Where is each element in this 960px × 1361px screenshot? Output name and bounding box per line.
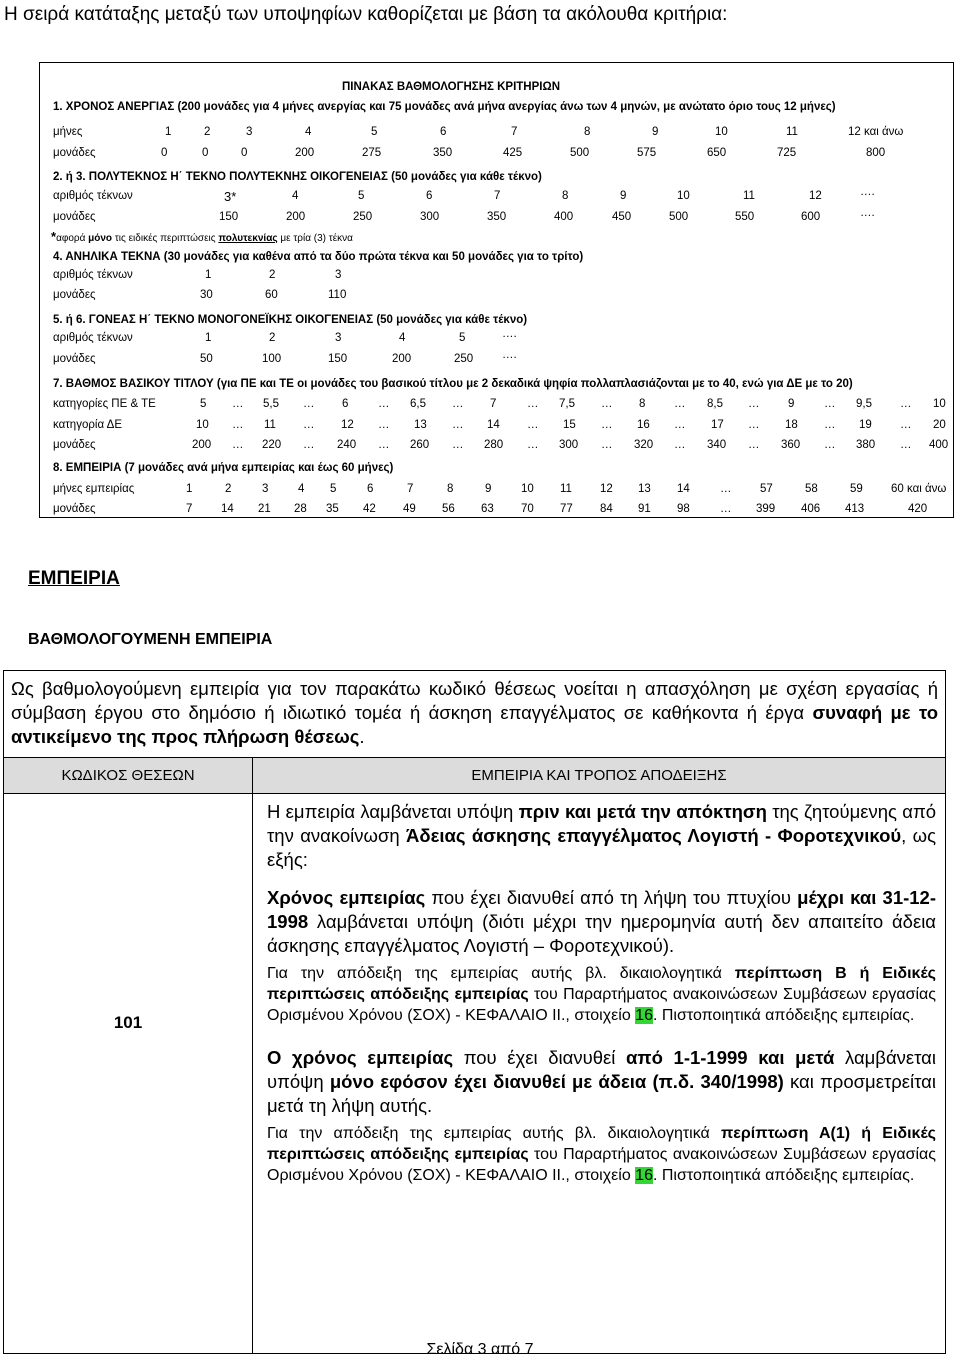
section-title: ΕΜΠΕΙΡΙΑ	[28, 568, 120, 589]
s7-r1-cell: 5,5	[263, 398, 279, 410]
scoring-title: ΠΙΝΑΚΑΣ ΒΑΘΜΟΛΟΓΗΣΗΣ ΚΡΙΤΗΡΙΩΝ	[342, 81, 560, 93]
s8-r2-cell: 28	[294, 503, 307, 515]
s8-r1-cell: 14	[677, 483, 690, 495]
s8-r2-cell: 7	[186, 503, 193, 515]
s8-r1-cell: 2	[225, 483, 232, 495]
s8-row1-label: μήνες εμπειρίας	[53, 483, 135, 495]
paragraph-proof-1	[267, 963, 936, 1026]
s7-r3-cell: 240	[337, 439, 357, 451]
text-run: λαμβάνεται υπόψη (διότι μέχρι την ημερομηνία αυτή δεν απαιτείτο άδεια άσκησης επαγγέλματος Λογιστή – Φοροτεχνικού).	[267, 911, 936, 956]
s8-r1-cell: 12	[600, 483, 613, 495]
s7-r3-cell: …	[601, 439, 613, 451]
s7-row1-label: κατηγορίες ΠΕ & ΤΕ	[53, 398, 156, 410]
s7-r3-cell: 400	[929, 439, 949, 451]
s7-r2-cell: …	[748, 419, 760, 431]
s5-r1-cell: 1	[205, 332, 212, 344]
s1-r1-cell: 7	[511, 126, 518, 138]
note-part: αφορά	[56, 233, 89, 244]
col-header-code: ΚΩΔΙΚΟΣ ΘΕΣΕΩΝ	[3, 758, 253, 794]
s1-r1-cell: 12 και άνω	[848, 126, 904, 138]
note-star: *	[51, 229, 57, 244]
text-run: Άδειας άσκησης επαγγέλματος Λογιστή - Φοροτεχνικού	[406, 825, 902, 846]
s8-row2-label: μονάδες	[53, 503, 96, 515]
s7-row2-label: κατηγορία ΔΕ	[53, 419, 122, 431]
s8-r2-cell: 42	[363, 503, 376, 515]
s7-r3-cell: …	[232, 439, 244, 451]
s7-r2-cell: …	[601, 419, 613, 431]
s8-r1-cell: 13	[638, 483, 651, 495]
s1-r1-cell: 1	[165, 126, 172, 138]
s7-r2-cell: …	[900, 419, 912, 431]
s7-r2-cell: …	[232, 419, 244, 431]
s7-r3-cell: 320	[634, 439, 654, 451]
s8-r1-cell: 59	[850, 483, 863, 495]
s7-r3-cell: 380	[856, 439, 876, 451]
scoring-table	[39, 62, 954, 518]
s8-r2-cell: 21	[258, 503, 271, 515]
s7-r1-cell: 6	[342, 398, 349, 410]
s8-r1-cell: 4	[298, 483, 305, 495]
s2-r1-cell: 7	[494, 190, 501, 202]
s4-row1-label: αριθμός τέκνων	[53, 269, 133, 281]
s8-r2-cell: 399	[756, 503, 776, 515]
s4-r1-cell: 3	[335, 269, 342, 281]
s1-r1-cell: 9	[652, 126, 659, 138]
s7-r3-cell: …	[824, 439, 836, 451]
paragraph-proof-2	[267, 1123, 936, 1186]
s8-r2-cell: 77	[560, 503, 573, 515]
s8-r1-cell: 1	[186, 483, 193, 495]
intro-text: Η σειρά κατάταξης μεταξύ των υποψηφίων καθορίζεται με βάση τα ακόλουθα κριτήρια:	[4, 4, 728, 25]
s2-r1-cell: 6	[426, 190, 433, 202]
s7-r1-cell: …	[601, 398, 613, 410]
s7-r1-cell: 7,5	[559, 398, 575, 410]
paragraph-intro	[267, 800, 936, 872]
s8-r2-cell: 63	[481, 503, 494, 515]
s4-heading: 4. ΑΝΗΛΙΚΑ ΤΕΚΝΑ (30 μονάδες για καθένα από τα δύο πρώτα τέκνα και 50 μονάδες για το τρίτο)	[53, 251, 584, 263]
s2-r2-cell: 250	[353, 211, 373, 223]
s1-r2-cell: 425	[503, 147, 523, 159]
s2-r2-cell: 300	[420, 211, 440, 223]
s7-r2-cell: …	[824, 419, 836, 431]
text-run: Ο χρόνος εμπειρίας	[267, 1047, 454, 1068]
s2-r2-cell: 350	[487, 211, 507, 223]
text-run: Χρόνος εμπειρίας	[267, 887, 426, 908]
text-run: . Πιστοποιητικά απόδειξης εμπειρίας.	[652, 1007, 915, 1024]
s7-r1-cell: 9,5	[856, 398, 872, 410]
s1-r1-cell: 3	[246, 126, 253, 138]
s2-r1-cell: 4	[292, 190, 299, 202]
s5-r1-cell: 2	[269, 332, 276, 344]
text-run: μόνο εφόσον έχει διανυθεί με άδεια (π.δ. 340/1998)	[329, 1071, 784, 1092]
s2-r1-cell: 11	[743, 190, 755, 202]
s7-r2-cell: …	[378, 419, 390, 431]
paragraph-period-2	[267, 1046, 936, 1118]
s4-r2-cell: 110	[328, 289, 347, 301]
position-code: 101	[3, 794, 253, 1354]
s7-r2-cell: …	[527, 419, 539, 431]
s8-heading: 8. ΕΜΠΕΙΡΙΑ (7 μονάδες ανά μήνα εμπειρίας και έως 60 μήνες)	[53, 462, 394, 474]
s8-r2-cell: 413	[845, 503, 865, 515]
s7-r3-cell: 360	[781, 439, 801, 451]
s4-r2-cell: 30	[200, 289, 213, 301]
s7-r3-cell: 220	[262, 439, 282, 451]
s7-r2-cell: 17	[711, 419, 724, 431]
s5-r1-cell: 3	[335, 332, 342, 344]
s5-r1-dots: ….	[502, 328, 517, 340]
s2-row2-label: μονάδες	[53, 211, 96, 223]
s1-r2-cell: 0	[161, 147, 168, 159]
s2-r2-cell: 400	[554, 211, 574, 223]
text-run: λαμβάνεται υπόψη	[267, 1047, 936, 1092]
s8-r1-cell: 8	[447, 483, 454, 495]
s7-r2-cell: …	[303, 419, 315, 431]
text-run: και προσμετρείται μετά τη λήψη αυτής.	[267, 1071, 936, 1116]
s2-heading: 2. ή 3. ΠΟΛΥΤΕΚΝΟΣ Η΄ ΤΕΚΝΟ ΠΟΛΥΤΕΚΝΗΣ ΟΙΚΟΓΕΝΕΙΑΣ (50 μονάδες για κάθε τέκνο)	[53, 171, 542, 183]
s2-r1-cell: 5	[358, 190, 365, 202]
s7-r3-cell: …	[452, 439, 464, 451]
text-run: της ζητούμενης από την ανακοίνωση	[267, 801, 936, 846]
text-run: περίπτωση Β ή Ειδικές περιπτώσεις απόδειξης εμπειρίας	[267, 965, 936, 1003]
s1-r2-cell: 0	[241, 147, 248, 159]
text-run: που έχει διανυθεί από τη λήψη του πτυχίου	[425, 887, 798, 908]
s1-r2-cell: 800	[866, 147, 886, 159]
s7-r2-cell: 18	[785, 419, 798, 431]
s5-r2-cell: 200	[392, 353, 412, 365]
s7-r2-cell: …	[452, 419, 464, 431]
s8-r1-cell: 6	[367, 483, 374, 495]
note-part: τις ειδικές περιπτώσεις	[112, 233, 219, 244]
s5-r2-cell: 250	[454, 353, 474, 365]
text-run: Για την απόδειξη της εμπειρίας αυτής βλ. δικαιολογητικά	[267, 965, 735, 982]
s7-r3-cell: …	[674, 439, 686, 451]
s1-r1-cell: 5	[371, 126, 378, 138]
s2-r1-cell: 10	[677, 190, 690, 202]
s4-row2-label: μονάδες	[53, 289, 96, 301]
text-run: του Παραρτήματος ανακοινώσεων Συμβάσεων εργασίας Ορισμένου Χρόνου (ΣΟΧ) - ΚΕΦΑΛΑΙΟ ΙΙ., στοιχείο	[267, 1146, 937, 1184]
s2-r1-cell: 3*	[224, 189, 237, 204]
s1-r1-cell: 11	[786, 126, 798, 138]
text-run: Η εμπειρία λαμβάνεται υπόψη	[267, 801, 519, 822]
s8-r1-cell: 10	[521, 483, 534, 495]
s8-r2-cell: …	[720, 503, 732, 515]
note-part: μόνο	[88, 233, 113, 244]
text-run: . Πιστοποιητικά απόδειξης εμπειρίας.	[652, 1167, 915, 1184]
s7-r1-cell: 8	[639, 398, 646, 410]
s7-r3-cell: 300	[559, 439, 579, 451]
s7-r1-cell: …	[303, 398, 315, 410]
highlight-item: 16	[635, 1167, 653, 1184]
s7-r3-cell: 280	[484, 439, 504, 451]
s2-r2-dots: ….	[860, 207, 875, 219]
s7-r1-cell: 10	[933, 398, 946, 410]
s1-r1-cell: 4	[305, 126, 312, 138]
s4-r2-cell: 60	[265, 289, 278, 301]
experience-table	[3, 758, 946, 1354]
text-run: του Παραρτήματος ανακοινώσεων Συμβάσεων εργασίας Ορισμένου Χρόνου (ΣΟΧ) - ΚΕΦΑΛΑΙΟ ΙΙ., στοιχείο	[267, 986, 937, 1024]
s7-r1-cell: …	[674, 398, 686, 410]
s7-r1-cell: …	[824, 398, 836, 410]
s1-r1-cell: 6	[440, 126, 447, 138]
s5-r2-cell: 100	[262, 353, 282, 365]
experience-description	[3, 670, 946, 758]
text-run: μέχρι και 31-12-1998	[267, 887, 937, 932]
note-part: με τρία (3) τέκνα	[277, 233, 353, 244]
s2-note	[51, 229, 353, 244]
s1-row2-label: μονάδες	[53, 147, 96, 159]
s8-r1-cell: 5	[330, 483, 337, 495]
s8-r2-cell: 98	[677, 503, 690, 515]
s1-r2-cell: 0	[202, 147, 209, 159]
s1-r2-cell: 725	[777, 147, 797, 159]
s5-heading: 5. ή 6. ΓΟΝΕΑΣ Η΄ ΤΕΚΝΟ ΜΟΝΟΓΟΝΕΪΚΗΣ ΟΙΚΟΓΕΝΕΙΑΣ (50 μονάδες για κάθε τέκνο)	[53, 314, 528, 326]
s8-r2-cell: 406	[801, 503, 821, 515]
s7-r1-cell: …	[527, 398, 539, 410]
col-header-experience: ΕΜΠΕΙΡΙΑ ΚΑΙ ΤΡΟΠΟΣ ΑΠΟΔΕΙΞΗΣ	[253, 758, 946, 794]
s1-r2-cell: 575	[637, 147, 657, 159]
s8-r2-cell: 49	[403, 503, 416, 515]
s7-r2-cell: 20	[933, 419, 946, 431]
s1-r2-cell: 275	[362, 147, 382, 159]
desc-end: .	[359, 726, 365, 747]
s7-r1-cell: …	[378, 398, 390, 410]
s7-r1-cell: 8,5	[707, 398, 723, 410]
s7-r2-cell: 14	[487, 419, 500, 431]
s7-row3-label: μονάδες	[53, 439, 96, 451]
s5-r2-cell: 50	[200, 353, 213, 365]
s2-r2-cell: 200	[286, 211, 306, 223]
s7-r2-cell: 11	[264, 419, 276, 431]
s2-r1-cell: 9	[620, 190, 627, 202]
s1-r1-cell: 2	[204, 126, 211, 138]
s1-r2-cell: 500	[570, 147, 590, 159]
s2-r2-cell: 450	[612, 211, 632, 223]
s7-heading: 7. ΒΑΘΜΟΣ ΒΑΣΙΚΟΥ ΤΙΤΛΟΥ (για ΠΕ και ΤΕ οι μονάδες του βασικού τίτλου με 2 δεκαδικά ψηφία πολλαπλασιάζονται με το 40, ενώ για ΔΕ με το 20)	[53, 378, 853, 390]
s8-r1-cell: 3	[262, 483, 269, 495]
s8-r2-cell: 420	[908, 503, 928, 515]
s2-r2-cell: 150	[219, 211, 239, 223]
note-part: πολυτεκνίας	[218, 233, 278, 244]
s8-r1-cell: 11	[560, 483, 572, 495]
s2-r2-cell: 600	[801, 211, 821, 223]
s4-r1-cell: 2	[269, 269, 276, 281]
s1-row1-label: μήνες	[53, 126, 83, 138]
s7-r2-cell: 13	[414, 419, 427, 431]
s2-r2-cell: 500	[669, 211, 689, 223]
s8-r1-cell: 58	[805, 483, 818, 495]
s1-r2-cell: 200	[295, 147, 315, 159]
s8-r2-cell: 56	[442, 503, 455, 515]
page-number: Σελίδα 3 από 7	[426, 1341, 534, 1358]
s8-r2-cell: 91	[638, 503, 651, 515]
text-run: Για την απόδειξη της εμπειρίας αυτής βλ. δικαιολογητικά	[267, 1125, 721, 1142]
s8-r1-cell: 9	[485, 483, 492, 495]
s7-r3-cell: …	[378, 439, 390, 451]
s8-r1-cell: 60 και άνω	[891, 483, 947, 495]
s7-r3-cell: 200	[192, 439, 212, 451]
desc-bold: συναφή με το αντικείμενο της προς πλήρωση θέσεως	[11, 702, 938, 747]
s2-r1-cell: 12	[809, 190, 822, 202]
desc-text: Ως βαθμολογούμενη εμπειρία για τον παρακάτω κωδικό θέσεως νοείται η απασχόληση με σχέση εργασίας ή σύμβαση έργου στο δημόσιο ή ιδιωτικό τομέα ή άσκηση επαγγέλματος σε καθήκοντα ή έργα	[11, 678, 938, 723]
s7-r2-cell: …	[674, 419, 686, 431]
s4-r1-cell: 1	[205, 269, 212, 281]
s7-r2-cell: 12	[341, 419, 354, 431]
s7-r1-cell: 5	[200, 398, 207, 410]
s8-r2-cell: 14	[221, 503, 234, 515]
highlight-item: 16	[635, 1007, 653, 1024]
s7-r1-cell: …	[900, 398, 912, 410]
s7-r3-cell: …	[303, 439, 315, 451]
s7-r3-cell: 260	[410, 439, 430, 451]
s1-heading: 1. ΧΡΟΝΟΣ ΑΝΕΡΓΙΑΣ (200 μονάδες για 4 μήνες ανεργίας και 75 μονάδες ανά μήνα ανεργίας άνω των 4 μηνών, με ανώτατο όριο τους 12 μήνες)	[53, 101, 836, 113]
s8-r2-cell: 35	[326, 503, 339, 515]
s5-row1-label: αριθμός τέκνων	[53, 332, 133, 344]
s1-r2-cell: 350	[433, 147, 453, 159]
s2-r1-cell: 8	[562, 190, 569, 202]
s2-r1-dots: ….	[860, 186, 875, 198]
s7-r1-cell: 7	[490, 398, 497, 410]
text-run: , ως εξής:	[267, 825, 936, 870]
s8-r2-cell: 70	[521, 503, 534, 515]
s8-r1-cell: …	[720, 483, 732, 495]
s5-r2-cell: 150	[328, 353, 348, 365]
s7-r2-cell: 16	[637, 419, 650, 431]
s7-r3-cell: …	[900, 439, 912, 451]
s7-r2-cell: 19	[859, 419, 872, 431]
section-subtitle: ΒΑΘΜΟΛΟΓΟΥΜΕΝΗ ΕΜΠΕΙΡΙΑ	[28, 631, 273, 648]
s5-row2-label: μονάδες	[53, 353, 96, 365]
s7-r1-cell: …	[748, 398, 760, 410]
s5-r1-cell: 4	[399, 332, 406, 344]
s7-r1-cell: 6,5	[410, 398, 426, 410]
s2-r2-cell: 550	[735, 211, 755, 223]
s7-r3-cell: …	[748, 439, 760, 451]
text-run: πριν και μετά την απόκτηση	[518, 801, 767, 822]
s8-r2-cell: 84	[600, 503, 613, 515]
s8-r1-cell: 7	[407, 483, 414, 495]
s7-r1-cell: …	[452, 398, 464, 410]
s7-r3-cell: 340	[707, 439, 727, 451]
s7-r3-cell: …	[527, 439, 539, 451]
s1-r1-cell: 8	[584, 126, 591, 138]
text-run: που έχει διανυθεί	[453, 1047, 627, 1068]
s1-r2-cell: 650	[707, 147, 727, 159]
s2-row1-label: αριθμός τέκνων	[53, 190, 133, 202]
s5-r2-dots: ….	[502, 349, 517, 361]
s1-r1-cell: 10	[715, 126, 728, 138]
s7-r1-cell: …	[232, 398, 244, 410]
s8-r1-cell: 57	[760, 483, 773, 495]
paragraph-period-1	[267, 886, 936, 958]
text-run: περίπτωση Α(1) ή Ειδικές περιπτώσεις απόδειξης εμπειρίας	[267, 1125, 937, 1163]
s7-r2-cell: 15	[563, 419, 576, 431]
experience-details	[253, 794, 946, 1354]
text-run: από 1-1-1999 και μετά	[626, 1047, 835, 1068]
s7-r1-cell: 9	[788, 398, 795, 410]
s7-r2-cell: 10	[196, 419, 209, 431]
s5-r1-cell: 5	[459, 332, 466, 344]
